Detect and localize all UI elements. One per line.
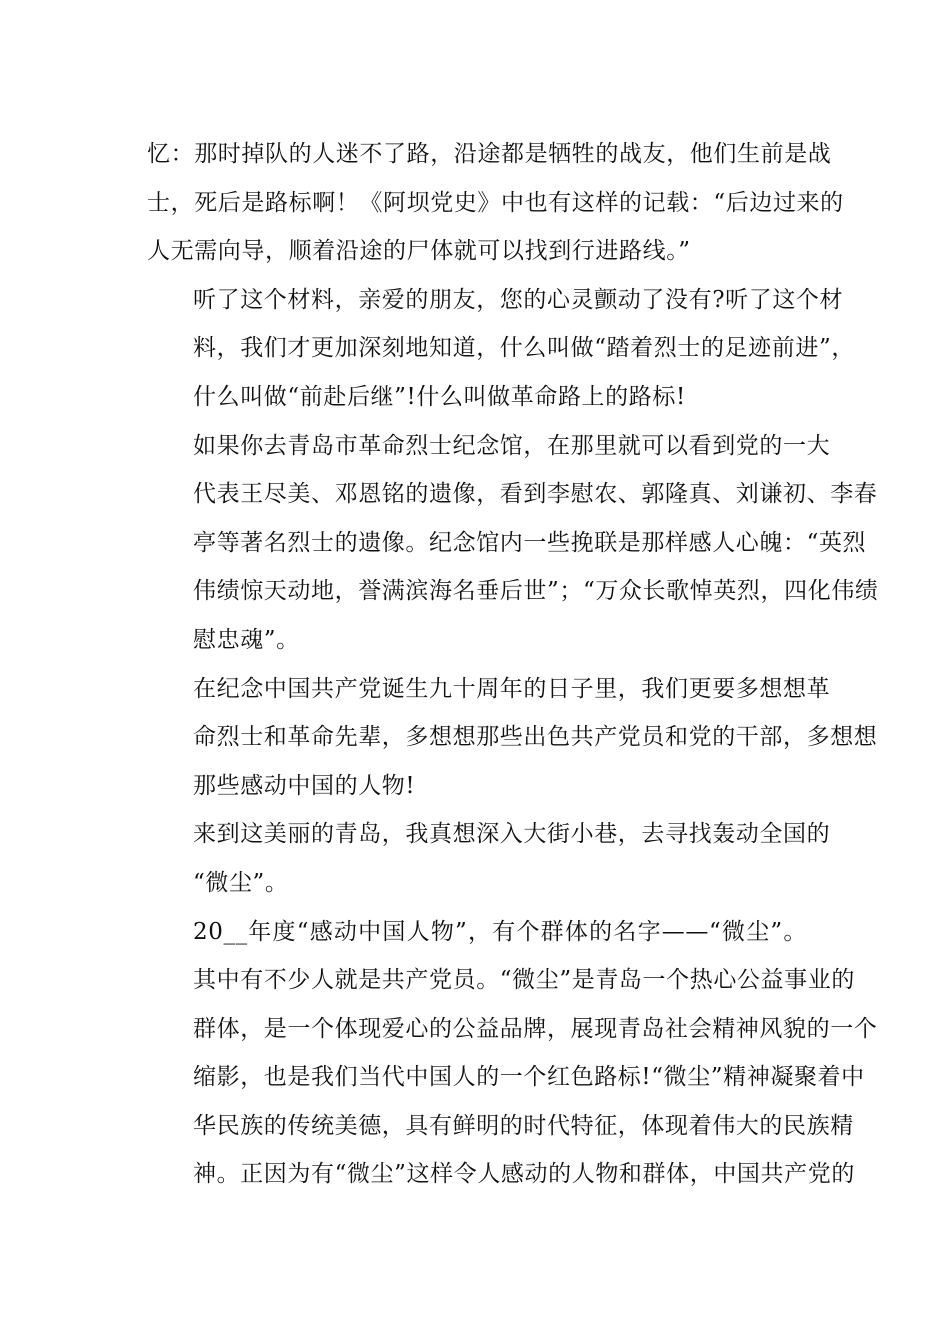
text-line: 那些感动中国的人物! [193, 772, 416, 799]
text-line: 什么叫做“前赴后继”!什么叫做革命路上的路标! [193, 383, 686, 410]
text-line: 听了这个材料，亲爱的朋友，您的心灵颤动了没有?听了这个材 [193, 286, 844, 313]
text-line: 华民族的传统美德，具有鲜明的时代特征，体现着伟大的民族精 [193, 1112, 854, 1139]
text-line: 如果你去青岛市革命烈士纪念馆，在那里就可以看到党的一大 [193, 432, 831, 459]
text-line: 忆：那时掉队的人迷不了路，沿途都是牺牲的战友，他们生前是战 [147, 141, 832, 167]
text-line: 在纪念中国共产党诞生九十周年的日子里，我们更要多想想革 [193, 675, 831, 702]
text-line: 士，死后是路标啊！《阿坝党史》中也有这样的记载：“后边过来的 [147, 189, 844, 216]
text-line: 缩影，也是我们当代中国人的一个红色路标!“微尘”精神凝聚着中 [193, 1064, 865, 1091]
paragraph [147, 908, 878, 1200]
paragraph [147, 276, 855, 422]
text-line: 20__年度“感动中国人物”，有个群体的名字——“微尘”。 [193, 918, 807, 945]
text-line: 亭等著名烈士的遗像。纪念馆内一些挽联是那样感人心魄：“英烈 [193, 529, 867, 556]
text-line: “微尘”。 [193, 869, 289, 896]
paragraph [147, 422, 879, 665]
text-line: 来到这美丽的青岛，我真想深入大街小巷，去寻找轰动全国的 [193, 821, 831, 848]
body-text [147, 130, 879, 1199]
paragraph [147, 810, 831, 907]
text-line: 命烈士和革命先辈，多想想那些出色共产党员和党的干部，多想想 [193, 724, 878, 751]
paragraph [147, 665, 878, 811]
text-line: 慰忠魂”。 [193, 626, 300, 653]
text-line: 其中有不少人就是共产党员。“微尘”是青岛一个热心公益事业的 [193, 967, 855, 994]
text-line: 代表王尽美、邓恩铭的遗像，看到李慰农、郭隆真、刘谦初、李春 [193, 481, 878, 508]
text-line: 料，我们才更加深刻地知道，什么叫做“踏着烈士的足迹前进”， [193, 335, 855, 362]
text-line: 群体，是一个体现爱心的公益品牌，展现青岛社会精神风貌的一个 [193, 1015, 878, 1042]
text-line: 人无需向导，顺着沿途的尸体就可以找到行进路线。” [147, 238, 691, 265]
text-line: 神。正因为有“微尘”这样令人感动的人物和群体，中国共产党的 [193, 1161, 855, 1188]
paragraph [147, 130, 844, 276]
text-line: 伟绩惊天动地，誉满滨海名垂后世”；“万众长歌悼英烈，四化伟绩 [193, 578, 879, 605]
